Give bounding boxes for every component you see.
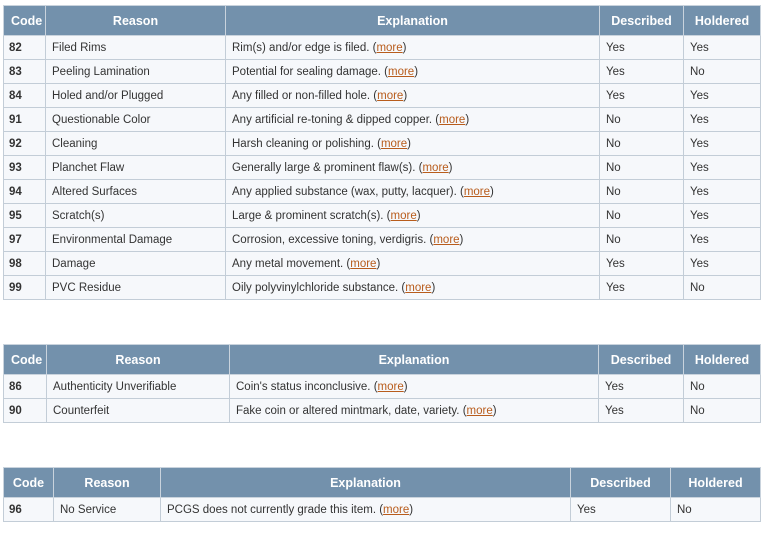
explanation-text: Harsh cleaning or polishing. bbox=[232, 137, 374, 150]
holdered-cell: Yes bbox=[684, 228, 761, 252]
more-link[interactable]: more bbox=[422, 161, 449, 174]
header-code: Code bbox=[4, 345, 47, 375]
holdered-cell: Yes bbox=[684, 204, 761, 228]
holdered-cell: No bbox=[684, 399, 761, 423]
holdered-cell: No bbox=[684, 276, 761, 300]
explanation-text: Any applied substance (wax, putty, lacquer). bbox=[232, 185, 457, 198]
header-reason: Reason bbox=[46, 6, 226, 36]
table-row bbox=[4, 276, 761, 300]
table-row bbox=[4, 36, 761, 60]
header-code: Code bbox=[4, 468, 54, 498]
explanation-text: Oily polyvinylchloride substance. bbox=[232, 281, 399, 294]
reason-cell: No Service bbox=[54, 498, 161, 522]
reason-cell: Altered Surfaces bbox=[46, 180, 226, 204]
described-cell: Yes bbox=[571, 498, 671, 522]
table-row bbox=[4, 498, 761, 522]
code-cell: 94 bbox=[4, 180, 46, 204]
table-row bbox=[4, 204, 761, 228]
explanation-text: Any filled or non-filled hole. bbox=[232, 89, 371, 102]
holdered-cell: No bbox=[671, 498, 761, 522]
more-link[interactable]: more bbox=[390, 209, 417, 222]
described-cell: Yes bbox=[599, 399, 684, 423]
code-cell: 82 bbox=[4, 36, 46, 60]
table-row bbox=[4, 132, 761, 156]
holdered-cell: Yes bbox=[684, 84, 761, 108]
described-cell: Yes bbox=[600, 84, 684, 108]
explanation-text: PCGS does not currently grade this item. bbox=[167, 503, 377, 516]
holdered-cell: Yes bbox=[684, 252, 761, 276]
reason-cell: Authenticity Unverifiable bbox=[47, 375, 230, 399]
code-cell: 86 bbox=[4, 375, 47, 399]
more-link[interactable]: more bbox=[377, 380, 404, 393]
more-link[interactable]: more bbox=[350, 257, 377, 270]
table-row bbox=[4, 84, 761, 108]
reason-cell: Scratch(s) bbox=[46, 204, 226, 228]
explanation-cell: Any applied substance (wax, putty, lacquer). (more) bbox=[226, 180, 600, 204]
holdered-cell: Yes bbox=[684, 156, 761, 180]
described-cell: Yes bbox=[600, 36, 684, 60]
explanation-text: Rim(s) and/or edge is filed. bbox=[232, 41, 370, 54]
code-cell: 93 bbox=[4, 156, 46, 180]
code-cell: 84 bbox=[4, 84, 46, 108]
header-code: Code bbox=[4, 6, 46, 36]
explanation-cell: Any filled or non-filled hole. (more) bbox=[226, 84, 600, 108]
holdered-cell: Yes bbox=[684, 132, 761, 156]
header-reason: Reason bbox=[47, 345, 230, 375]
described-cell: Yes bbox=[600, 252, 684, 276]
reason-cell: Cleaning bbox=[46, 132, 226, 156]
more-link[interactable]: more bbox=[380, 137, 408, 150]
table-row bbox=[4, 375, 761, 399]
reason-cell: Counterfeit bbox=[47, 399, 230, 423]
code-cell: 97 bbox=[4, 228, 46, 252]
explanation-cell: Generally large & prominent flaw(s). (more) bbox=[226, 156, 600, 180]
explanation-cell: Any metal movement. (more) bbox=[226, 252, 600, 276]
code-cell: 91 bbox=[4, 108, 46, 132]
code-cell: 96 bbox=[4, 498, 54, 522]
holdered-cell: No bbox=[684, 60, 761, 84]
header-explanation: Explanation bbox=[161, 468, 571, 498]
header-described: Described bbox=[599, 345, 684, 375]
reason-cell: Damage bbox=[46, 252, 226, 276]
code-cell: 99 bbox=[4, 276, 46, 300]
explanation-cell: Harsh cleaning or polishing. (more) bbox=[226, 132, 600, 156]
described-cell: No bbox=[600, 180, 684, 204]
described-cell: No bbox=[600, 132, 684, 156]
explanation-cell: Fake coin or altered mintmark, date, variety. (more) bbox=[230, 399, 599, 423]
described-cell: No bbox=[600, 108, 684, 132]
holdered-cell: Yes bbox=[684, 180, 761, 204]
explanation-cell: Rim(s) and/or edge is filed. (more) bbox=[226, 36, 600, 60]
explanation-text: Any metal movement. bbox=[232, 257, 344, 270]
more-link[interactable]: more bbox=[463, 185, 491, 198]
header-explanation: Explanation bbox=[226, 6, 600, 36]
code-cell: 83 bbox=[4, 60, 46, 84]
code-cell: 90 bbox=[4, 399, 47, 423]
table-row bbox=[4, 108, 761, 132]
holdered-cell: Yes bbox=[684, 36, 761, 60]
table-row bbox=[4, 228, 761, 252]
described-cell: No bbox=[600, 228, 684, 252]
reason-cell: Planchet Flaw bbox=[46, 156, 226, 180]
explanation-text: Any artificial re-toning & dipped copper. bbox=[232, 113, 433, 126]
more-link[interactable]: more bbox=[439, 113, 466, 126]
header-explanation: Explanation bbox=[230, 345, 599, 375]
table-row bbox=[4, 60, 761, 84]
explanation-text: Generally large & prominent flaw(s). bbox=[232, 161, 416, 174]
described-cell: No bbox=[600, 156, 684, 180]
explanation-cell: Potential for sealing damage. (more) bbox=[226, 60, 600, 84]
table-header-row bbox=[4, 6, 761, 36]
more-link[interactable]: more bbox=[388, 65, 415, 78]
reason-cell: Questionable Color bbox=[46, 108, 226, 132]
more-link[interactable]: more bbox=[405, 281, 432, 294]
header-holdered: Holdered bbox=[684, 6, 761, 36]
header-reason: Reason bbox=[54, 468, 161, 498]
more-link[interactable]: more bbox=[433, 233, 460, 246]
table-row bbox=[4, 156, 761, 180]
reason-cell: PVC Residue bbox=[46, 276, 226, 300]
described-cell: Yes bbox=[600, 60, 684, 84]
holdered-cell: Yes bbox=[684, 108, 761, 132]
code-cell: 98 bbox=[4, 252, 46, 276]
table-row bbox=[4, 180, 761, 204]
described-cell: Yes bbox=[599, 375, 684, 399]
explanation-text: Coin's status inconclusive. bbox=[236, 380, 371, 393]
explanation-text: Corrosion, excessive toning, verdigris. bbox=[232, 233, 427, 246]
authenticity-codes-table bbox=[3, 344, 761, 423]
explanation-cell: PCGS does not currently grade this item. (more) bbox=[161, 498, 571, 522]
reason-cell: Peeling Lamination bbox=[46, 60, 226, 84]
explanation-cell: Corrosion, excessive toning, verdigris. (more) bbox=[226, 228, 600, 252]
reason-cell: Filed Rims bbox=[46, 36, 226, 60]
explanation-text: Large & prominent scratch(s). bbox=[232, 209, 384, 222]
header-holdered: Holdered bbox=[671, 468, 761, 498]
table-header-row bbox=[4, 468, 761, 498]
more-link[interactable]: more bbox=[376, 41, 403, 54]
reason-cell: Holed and/or Plugged bbox=[46, 84, 226, 108]
details-codes-table bbox=[3, 5, 761, 300]
header-described: Described bbox=[571, 468, 671, 498]
described-cell: Yes bbox=[600, 276, 684, 300]
holdered-cell: No bbox=[684, 375, 761, 399]
explanation-text: Fake coin or altered mintmark, date, variety. bbox=[236, 404, 460, 417]
code-cell: 92 bbox=[4, 132, 46, 156]
header-holdered: Holdered bbox=[684, 345, 761, 375]
header-described: Described bbox=[600, 6, 684, 36]
explanation-cell: Oily polyvinylchloride substance. (more) bbox=[226, 276, 600, 300]
more-link[interactable]: more bbox=[466, 404, 493, 417]
reason-cell: Environmental Damage bbox=[46, 228, 226, 252]
explanation-cell: Coin's status inconclusive. (more) bbox=[230, 375, 599, 399]
explanation-text: Potential for sealing damage. bbox=[232, 65, 381, 78]
described-cell: No bbox=[600, 204, 684, 228]
explanation-cell: Any artificial re-toning & dipped copper. (more) bbox=[226, 108, 600, 132]
table-row bbox=[4, 399, 761, 423]
table-header-row bbox=[4, 345, 761, 375]
table-row bbox=[4, 252, 761, 276]
more-link[interactable]: more bbox=[383, 503, 410, 516]
no-service-codes-table bbox=[3, 467, 761, 522]
more-link[interactable]: more bbox=[377, 89, 404, 102]
code-cell: 95 bbox=[4, 204, 46, 228]
explanation-cell: Large & prominent scratch(s). (more) bbox=[226, 204, 600, 228]
